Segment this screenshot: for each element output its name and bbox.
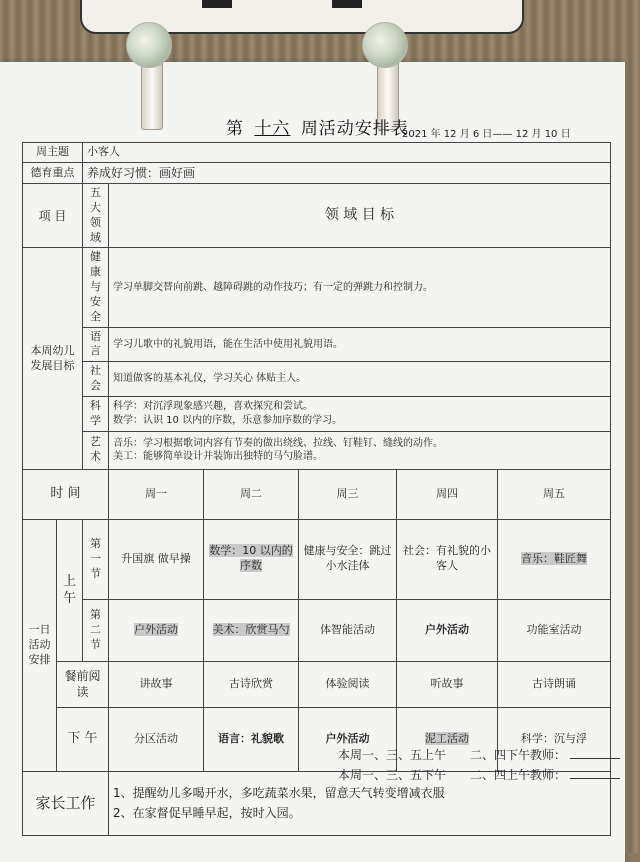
activity-cell: 社会：有礼貌的小客人 <box>397 519 498 599</box>
activity-cell: 科学：沉与浮 <box>498 707 611 771</box>
teacher-line-2 <box>338 766 620 783</box>
activity-cell: 讲故事 <box>109 661 204 707</box>
activity-cell: 升国旗 做早操 <box>109 519 204 599</box>
activity-cell: 古诗朗诵 <box>498 661 611 707</box>
reading-label: 餐前阅读 <box>57 661 109 707</box>
goal-text: 美工：能够简单设计并装饰出独特的马勺脸谱。 <box>113 451 323 463</box>
sign-stroke <box>332 0 362 8</box>
daily-activities-label: 一日活动安排 <box>23 519 57 771</box>
activity-cell: 分区活动 <box>109 707 204 771</box>
signature-blank <box>570 758 620 759</box>
activity-cell: 户外活动 <box>397 599 498 661</box>
activity-cell: 音乐：鞋匠舞 <box>521 551 587 565</box>
day-header: 周二 <box>204 469 299 519</box>
goal-area: 语言 <box>83 327 109 362</box>
goal-area: 社会 <box>83 362 109 397</box>
activity-cell: 数学：10 以内的序数 <box>209 544 293 573</box>
activity-cell: 美术：欣赏马勺 <box>212 622 290 636</box>
goal-text: 学习单脚交替向前跳、越障碍跳的动作技巧；有一定的弹跳力和控制力。 <box>109 248 611 327</box>
goal-text: 知道做客的基本礼仪，学习关心 体贴主人。 <box>109 362 611 397</box>
goal-area: 艺术 <box>83 431 109 469</box>
moral-label: 德育重点 <box>23 162 83 183</box>
activity-cell: 户外活动 <box>134 622 178 636</box>
clothespin-right-top <box>362 22 408 68</box>
teacher-line-text: 本周一、三、五上午 二、四下午教师： <box>338 748 567 762</box>
signature-blank <box>570 778 620 779</box>
goal-area: 科学 <box>83 397 109 432</box>
section-1-label: 第一节 <box>83 519 109 599</box>
title-prefix: 第 <box>226 119 244 139</box>
item-label: 项 目 <box>23 184 83 248</box>
goal-area: 健康与安全 <box>83 248 109 327</box>
day-header: 周一 <box>109 469 204 519</box>
activity-cell: 功能室活动 <box>498 599 611 661</box>
goal-text: 数学：认识 10 以内的序数，乐意参加序数的学习。 <box>113 414 343 426</box>
afternoon-label: 下 午 <box>57 707 109 771</box>
day-header: 周五 <box>498 469 611 519</box>
goal-header: 领 域 目 标 <box>109 184 611 248</box>
goal-text: 科学：对沉浮现象感兴趣，喜欢探究和尝试。 <box>113 401 313 413</box>
section-2-label: 第二节 <box>83 599 109 661</box>
title-suffix: 周活动安排表 <box>300 119 409 139</box>
day-header: 周四 <box>397 469 498 519</box>
activity-cell: 户外活动 <box>299 707 397 771</box>
teacher-line-1 <box>338 746 620 763</box>
parent-work-line: 2、在家督促早睡早起，按时入园。 <box>113 806 301 821</box>
goal-text: 音乐：学习根据歌词内容有节奏的做出绕线、拉线、钉鞋钉、缝线的动作。 <box>113 437 443 449</box>
activity-cell: 语言：礼貌歌 <box>204 707 299 771</box>
activity-cell: 泥工活动 <box>425 731 469 745</box>
schedule-table <box>22 142 611 836</box>
goal-text: 学习儿歌中的礼貌用语，能在生活中使用礼貌用语。 <box>109 327 611 362</box>
activity-cell: 体验阅读 <box>299 661 397 707</box>
goals-label: 本周幼儿发展目标 <box>23 248 83 469</box>
moral-value: 养成好习惯：画好画 <box>83 162 611 183</box>
parent-work-line: 1、提醒幼儿多喝开水，多吃蔬菜水果，留意天气转变增减衣服 <box>113 785 445 800</box>
activity-cell: 健康与安全：跳过小水洼体 <box>299 519 397 599</box>
sign-stroke <box>202 0 232 8</box>
clothespin-left-top <box>126 22 172 68</box>
day-header: 周三 <box>299 469 397 519</box>
date-range: 2021 年 12 月 6 日—— 12 月 10 日 <box>402 129 571 140</box>
parent-work-label: 家长工作 <box>23 771 109 835</box>
teacher-line-text: 本周一、三、五下午 二、四上午教师： <box>338 768 567 782</box>
activity-cell: 体智能活动 <box>299 599 397 661</box>
page-title <box>226 114 409 139</box>
theme-label: 周主题 <box>23 143 83 163</box>
theme-value: 小客人 <box>83 143 611 163</box>
activity-cell: 古诗欣赏 <box>204 661 299 707</box>
time-label: 时 间 <box>23 469 109 519</box>
week-number: 十六 <box>254 119 291 139</box>
morning-label: 上午 <box>57 519 83 661</box>
activity-cell: 听故事 <box>397 661 498 707</box>
five-areas-label: 五大领域 <box>83 184 109 248</box>
